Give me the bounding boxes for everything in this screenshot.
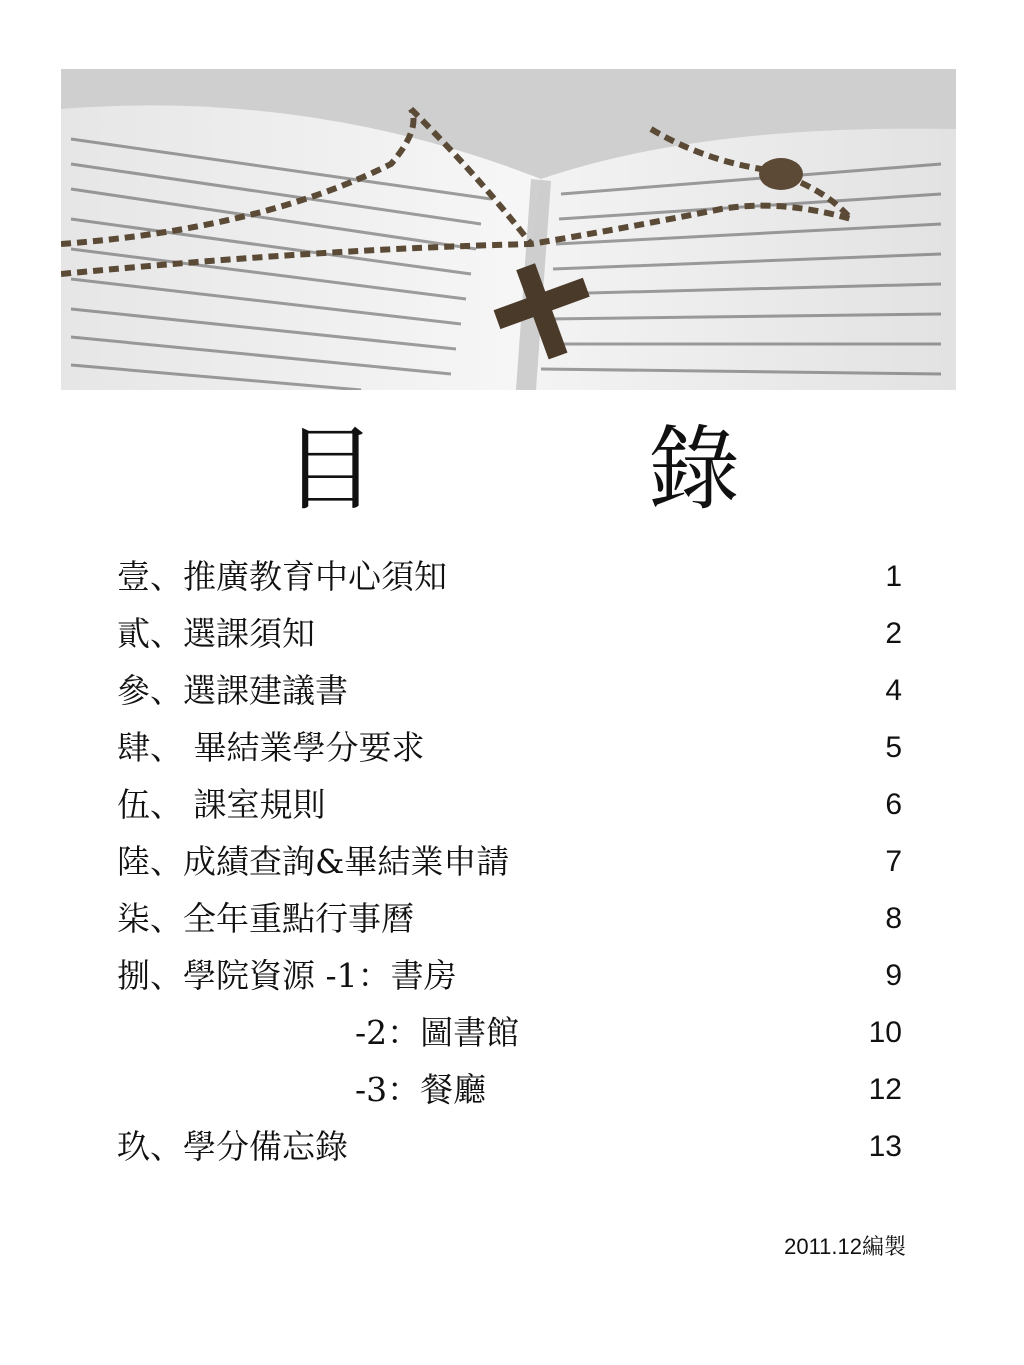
toc-entry — [0, 947, 1024, 1004]
toc-entry-page-number: 4 — [885, 674, 902, 707]
toc-entry-label: 捌、學院資源 -1：書房 — [117, 956, 457, 995]
toc-entry-page-number: 13 — [868, 1130, 902, 1163]
toc-entry — [0, 1061, 1024, 1118]
toc-entry-label: 柒、全年重點行事曆 — [117, 899, 414, 938]
toc-entry-page-number: 1 — [885, 560, 902, 593]
page-title: 目 錄 — [283, 416, 830, 523]
bible-rosary-image — [61, 69, 956, 390]
toc-entry — [0, 890, 1024, 947]
toc-entry-page-number: 5 — [885, 731, 902, 764]
toc-entry-label: 玖、學分備忘錄 — [117, 1127, 348, 1166]
toc-entry — [0, 605, 1024, 662]
toc-entry-page-number: 7 — [885, 845, 902, 878]
toc-entry-label: 陸、成績查詢&畢結業申請 — [117, 842, 510, 881]
toc-entry — [0, 548, 1024, 605]
toc-entry — [0, 833, 1024, 890]
toc-entry-label: -2：圖書館 — [355, 1013, 520, 1052]
compiled-date: 2011.12編製 — [784, 1234, 906, 1259]
toc-entry-label: 肆、 畢結業學分要求 — [117, 728, 425, 767]
toc-entry-page-number: 12 — [868, 1073, 902, 1106]
toc-entry — [0, 1004, 1024, 1061]
toc-entry — [0, 719, 1024, 776]
toc-entry-label: 參、選課建議書 — [117, 671, 348, 710]
toc-entry-label: 伍、 課室規則 — [117, 785, 326, 824]
toc-entry — [0, 776, 1024, 833]
toc-entry-page-number: 10 — [868, 1016, 902, 1049]
toc-entry-page-number: 8 — [885, 902, 902, 935]
toc-entry-label: -3：餐廳 — [355, 1070, 487, 1109]
toc-entry-label: 貳、選課須知 — [117, 614, 315, 653]
toc-entry-page-number: 6 — [885, 788, 902, 821]
header-image — [61, 69, 956, 390]
toc-entry-page-number: 2 — [885, 617, 902, 650]
toc-entry-label: 壹、推廣教育中心須知 — [117, 557, 447, 596]
table-of-contents — [0, 548, 1024, 1175]
toc-entry — [0, 1118, 1024, 1175]
toc-entry-page-number: 9 — [885, 959, 902, 992]
toc-entry — [0, 662, 1024, 719]
